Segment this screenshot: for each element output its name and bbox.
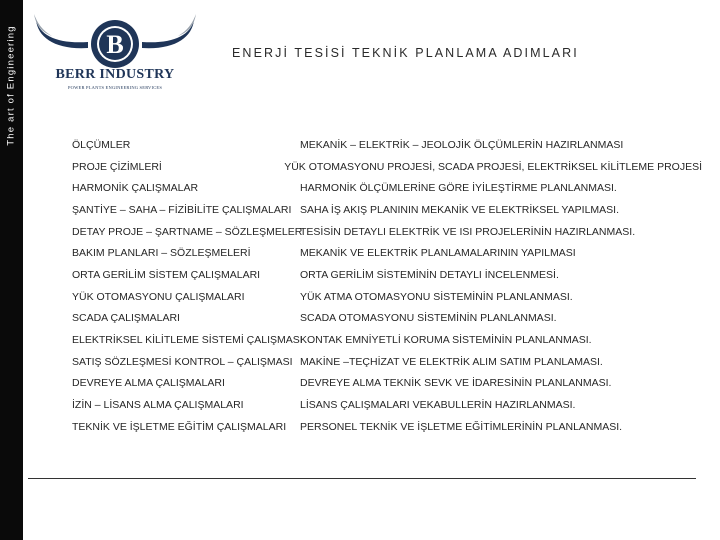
bottom-divider — [28, 478, 696, 479]
step-description: LİSANS ÇALIŞMALARI VEKABULLERİN HAZIRLANMASI. — [300, 399, 576, 412]
step-name: HARMONİK ÇALIŞMALAR — [72, 182, 199, 195]
list-item — [72, 134, 702, 156]
step-description: MAKİNE –TEÇHİZAT VE ELEKTRİK ALIM SATIM PLANLAMASI. — [300, 355, 603, 368]
logo-monogram: B — [106, 30, 124, 59]
step-name: BAKIM PLANLARI – SÖZLEŞMELERİ — [72, 247, 251, 260]
list-item — [72, 416, 702, 438]
step-name: YÜK OTOMASYONU ÇALIŞMALARI — [72, 290, 245, 303]
list-item — [72, 221, 702, 243]
company-logo — [30, 14, 200, 100]
step-description: MEKANİK VE ELEKTRİK PLANLAMALARININ YAPILMASI — [300, 247, 576, 260]
left-sidebar-bar — [0, 0, 23, 540]
planning-steps-list — [72, 134, 702, 438]
list-item — [72, 373, 702, 395]
list-item — [72, 286, 702, 308]
step-name: SCADA ÇALIŞMALARI — [72, 312, 180, 325]
list-item — [72, 308, 702, 330]
step-name: PROJE ÇİZİMLERİ — [72, 160, 162, 173]
page-title: ENERJİ TESİSİ TEKNİK PLANLAMA ADIMLARI — [232, 46, 579, 60]
step-name: ELEKTRİKSEL KİLİTLEME SİSTEMİ ÇALIŞMASI — [72, 334, 303, 347]
step-description: YÜK OTOMASYONU PROJESİ, SCADA PROJESİ, ELEKTRİKSEL KİLİTLEME PROJESİ — [284, 160, 702, 173]
logo-tagline: POWER PLANTS ENGINEERING SERVICES — [67, 85, 163, 90]
step-name: ÖLÇÜMLER — [72, 138, 131, 151]
step-description: SAHA İŞ AKIŞ PLANININ MEKANİK VE ELEKTRİKSEL YAPILMASI. — [300, 203, 620, 216]
step-description: TESİSİN DETAYLI ELEKTRİK VE ISI PROJELERİNİN HAZIRLANMASI. — [300, 225, 636, 238]
list-item — [72, 199, 702, 221]
list-item — [72, 177, 702, 199]
step-name: SATIŞ SÖZLEŞMESİ KONTROL – ÇALIŞMASI — [72, 355, 293, 368]
list-item — [72, 394, 702, 416]
step-description: HARMONİK ÖLÇÜMLERİNE GÖRE İYİLEŞTİRME PLANLANMASI. — [300, 182, 617, 195]
step-name: TEKNİK VE İŞLETME EĞİTİM ÇALIŞMALARI — [72, 420, 287, 433]
step-description: ORTA GERİLİM SİSTEMİNİN DETAYLI İNCELENMESİ. — [300, 268, 559, 281]
sidebar-tagline: The art of Engineering — [6, 24, 17, 146]
step-name: DETAY PROJE – ŞARTNAME – SÖZLEŞMELER — [72, 225, 303, 238]
step-name: DEVREYE ALMA ÇALIŞMALARI — [72, 377, 225, 390]
step-description: PERSONEL TEKNİK VE İŞLETME EĞİTİMLERİNİN PLANLANMASI. — [300, 420, 623, 433]
list-item — [72, 329, 702, 351]
step-description: DEVREYE ALMA TEKNİK SEVK VE İDARESİNİN PLANLANMASI. — [300, 377, 612, 390]
list-item — [72, 156, 702, 178]
step-name: ORTA GERİLİM SİSTEM ÇALIŞMALARI — [72, 268, 261, 281]
logo-emblem-icon — [30, 14, 200, 70]
step-description: YÜK ATMA OTOMASYONU SİSTEMİNİN PLANLANMASI. — [300, 290, 573, 303]
step-description: MEKANİK – ELEKTRİK – JEOLOJİK ÖLÇÜMLERİN HAZIRLANMASI — [300, 138, 624, 151]
list-item — [72, 264, 702, 286]
logo-company-name: BERR INDUSTRY — [55, 67, 175, 82]
step-description: KONTAK EMNİYETLİ KORUMA SİSTEMİNİN PLANLANMASI. — [300, 334, 592, 347]
step-name: ŞANTİYE – SAHA – FİZİBİLİTE ÇALIŞMALARI — [72, 203, 292, 216]
step-description: SCADA OTOMASYONU SİSTEMİNİN PLANLANMASI. — [300, 312, 557, 325]
list-item — [72, 351, 702, 373]
list-item — [72, 242, 702, 264]
sidebar-caption — [0, 0, 23, 170]
step-name: İZİN – LİSANS ALMA ÇALIŞMALARI — [72, 399, 244, 412]
